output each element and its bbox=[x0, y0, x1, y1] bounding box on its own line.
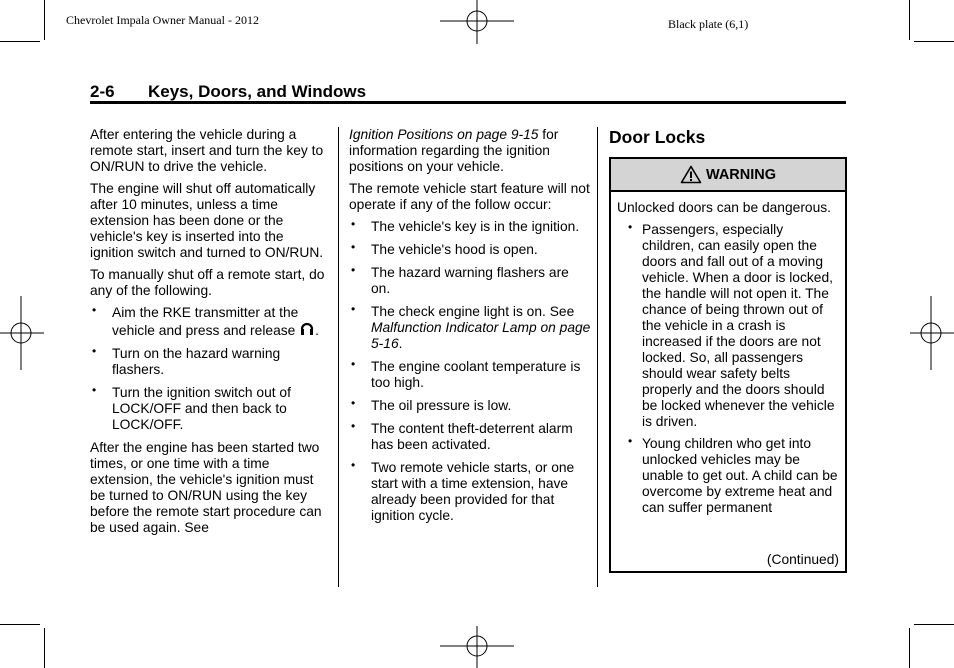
cross-reference-link[interactable]: Malfunction Indicator Lamp on page 5-16 bbox=[371, 320, 591, 351]
bullet: • bbox=[351, 419, 356, 433]
warning-intro: Unlocked doors can be dangerous. bbox=[617, 200, 831, 215]
registration-mark-top bbox=[440, 0, 514, 44]
bullet: • bbox=[351, 263, 356, 277]
list-item bbox=[349, 304, 591, 352]
manual-title: Chevrolet Impala Owner Manual - 2012 bbox=[66, 13, 259, 27]
crop-mark bbox=[914, 624, 954, 625]
warning-list bbox=[617, 222, 839, 516]
bullet: • bbox=[351, 396, 356, 410]
continued-label: (Continued) bbox=[766, 552, 839, 567]
heading-rule bbox=[90, 101, 846, 104]
list-item bbox=[349, 398, 591, 414]
shutoff-list bbox=[90, 305, 330, 433]
bullet: • bbox=[351, 240, 356, 254]
list-item bbox=[349, 219, 591, 235]
bullet: • bbox=[92, 303, 97, 317]
bullet: • bbox=[351, 458, 356, 472]
list-item-text: Turn the ignition switch out of LOCK/OFF and then back to LOCK/OFF. bbox=[112, 385, 291, 432]
cross-reference-link[interactable]: Ignition Positions on page 9-15 bbox=[349, 127, 539, 142]
list-item bbox=[90, 385, 330, 433]
list-item-text: The check engine light is on. See bbox=[371, 304, 575, 319]
conditions-list bbox=[349, 219, 591, 524]
section-heading bbox=[90, 82, 366, 102]
list-item-end: . bbox=[315, 323, 319, 338]
warning-label: WARNING bbox=[705, 166, 777, 183]
list-item-text: The vehicle's key is in the ignition. bbox=[371, 219, 580, 234]
warning-triangle-icon bbox=[680, 165, 702, 184]
list-item bbox=[349, 265, 591, 297]
list-item bbox=[349, 421, 591, 453]
list-item-text: Turn on the hazard warning flashers. bbox=[112, 346, 281, 377]
list-item-text: The oil pressure is low. bbox=[371, 398, 512, 413]
paragraph-text: for information regarding the ignition positions on your vehicle. bbox=[349, 127, 559, 174]
paragraph: After entering the vehicle during a remote start, insert and turn the key to ON/RUN to drive the vehicle. bbox=[90, 127, 324, 174]
column-divider bbox=[338, 127, 339, 587]
registration-mark-left bbox=[0, 296, 44, 370]
paragraph bbox=[349, 127, 591, 175]
column-divider bbox=[597, 127, 598, 587]
list-item-text: Two remote vehicle starts, or one start with a time extension, have already been provided for that ignition cycle. bbox=[371, 460, 575, 523]
crop-mark bbox=[0, 624, 40, 625]
crop-mark bbox=[914, 41, 954, 42]
list-item-text: The engine coolant temperature is too high. bbox=[371, 359, 581, 390]
crop-mark bbox=[909, 628, 910, 668]
crop-mark bbox=[44, 628, 45, 668]
bullet: • bbox=[628, 434, 633, 448]
bullet: • bbox=[92, 383, 97, 397]
bullet: • bbox=[92, 344, 97, 358]
paragraph: The engine will shut off automatically after 10 minutes, unless a time extension has been done or the vehicle's key is inserted into the ignition switch and turned to ON/RUN. bbox=[90, 181, 324, 260]
warning-body bbox=[611, 192, 845, 516]
section-title: Keys, Doors, and Windows bbox=[148, 82, 367, 101]
warning-box bbox=[609, 157, 847, 573]
column-3 bbox=[609, 127, 847, 573]
bullet: • bbox=[628, 220, 633, 234]
list-item-text: The vehicle's hood is open. bbox=[371, 242, 538, 257]
list-item bbox=[90, 305, 330, 339]
list-item-text: The hazard warning flashers are on. bbox=[371, 265, 569, 296]
paragraph: After the engine has been started two times, or one time with a time extension, the vehicle's ignition must be turned to ON/RUN using the key before the remote start procedure can be used again. See bbox=[90, 440, 322, 535]
list-item-text: The content theft-deterrent alarm has been activated. bbox=[371, 421, 573, 452]
plate-label: Black plate (6,1) bbox=[668, 17, 749, 31]
list-item-text: Aim the RKE transmitter at the vehicle and press and release bbox=[112, 305, 299, 338]
list-item-text: Passengers, especially children, can easily open the doors and fall out of a moving vehicle. When a door is locked, the handle will not open it. The chance of being thrown out of the vehicle in a crash is increased if the doors are not locked. So, all passengers should wear safety belts properly and the doors should be locked whenever the vehicle is driven. bbox=[642, 222, 835, 429]
list-item bbox=[617, 436, 839, 516]
list-item bbox=[349, 359, 591, 391]
list-item-text: Young children who get into unlocked vehicles may be unable to get out. A child can be overcome by extreme heat and can suffer permanent bbox=[642, 436, 838, 515]
crop-mark bbox=[909, 0, 910, 40]
list-item bbox=[349, 460, 591, 524]
registration-mark-right bbox=[910, 296, 954, 370]
list-item bbox=[617, 222, 839, 430]
bullet: • bbox=[351, 302, 356, 316]
column-1 bbox=[90, 127, 330, 542]
list-item-end: . bbox=[398, 336, 403, 351]
crop-mark bbox=[44, 0, 45, 40]
registration-mark-bottom bbox=[440, 626, 514, 668]
list-item bbox=[90, 346, 330, 378]
list-item bbox=[349, 242, 591, 258]
paragraph: The remote vehicle start feature will not operate if any of the follow occur: bbox=[349, 181, 590, 212]
crop-mark bbox=[0, 41, 40, 42]
paragraph: To manually shut off a remote start, do any of the following. bbox=[90, 267, 325, 298]
section-number: 2-6 bbox=[90, 82, 115, 101]
bullet: • bbox=[351, 217, 356, 231]
door-locks-title: Door Locks bbox=[609, 127, 706, 147]
bullet: • bbox=[351, 357, 356, 371]
remote-start-icon bbox=[299, 321, 315, 337]
warning-header bbox=[611, 159, 845, 192]
column-2 bbox=[349, 127, 591, 531]
